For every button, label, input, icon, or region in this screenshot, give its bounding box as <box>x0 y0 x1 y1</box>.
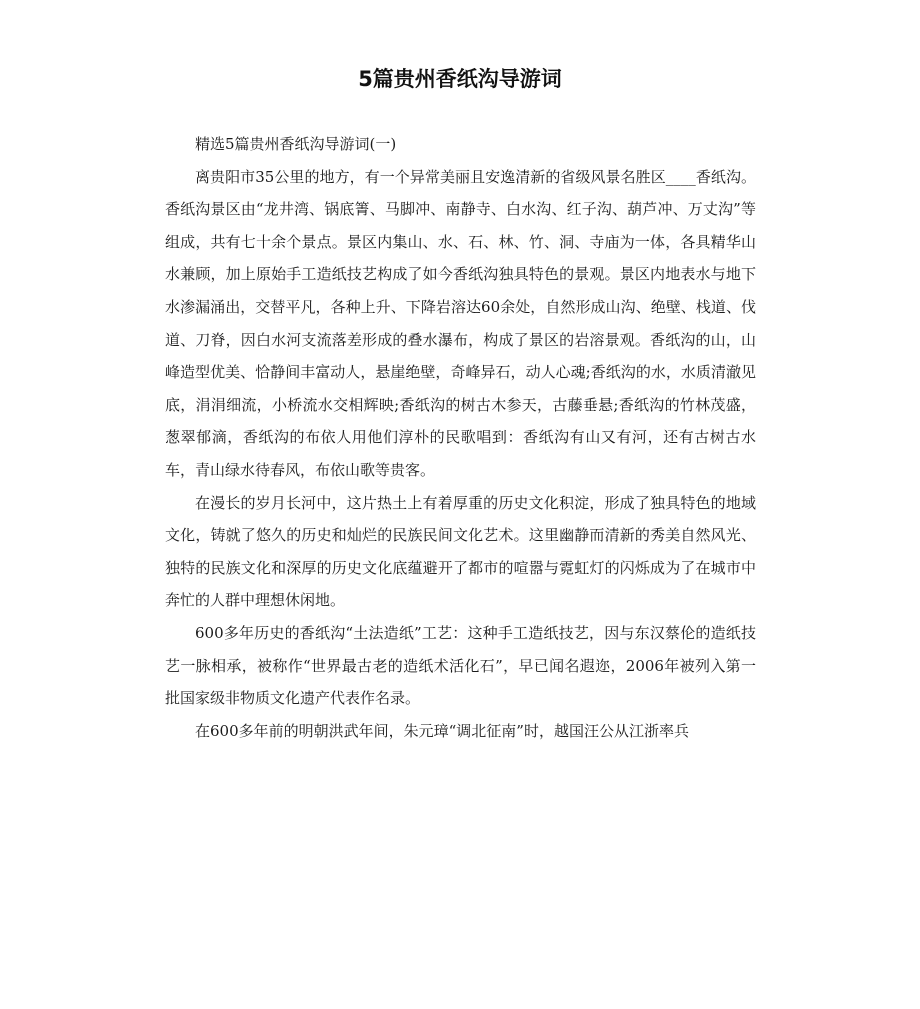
paragraph-4: 在600多年前的明朝洪武年间，朱元璋“调北征南”时，越国汪公从江浙率兵 <box>195 721 689 740</box>
paragraph-1: 离贵阳市35公里的地方，有一个异常美丽且安逸清新的省级风景名胜区____香纸沟。香纸沟景区由“龙井湾、锅底箐、马脚冲、南静寺、白水沟、红子沟、葫芦冲、万丈沟”等组成，共有七十余个景点。景区内集山、水、石、林、竹、洞、寺庙为一体，各具精华山水兼顾，加上原始手工造纸技艺构成了如今香纸沟独具特色的景观。景区内地表水与地下水渗漏涌出，交替平凡，各种上升、下降岩溶达60余处，自然形成山沟、绝壁、栈道、伐道、刀脊，因白水河支流落差形成的叠水瀑布，构成了景区的岩溶景观。香纸沟的山，山峰造型优美、恰静间丰富动人，悬崖绝壁，奇峰异石，动人心魂;香纸沟的水，水质清澈见底，涓涓细流，小桥流水交相辉映;香纸沟的树古木参天，古藤垂悬;香纸沟的竹林茂盛，葱翠郁滴，香纸沟的布依人用他们淳朴的民歌唱到：香纸沟有山又有河，还有古树古水车，青山绿水待春风，布依山歌等贵客。 <box>165 167 756 479</box>
paragraph-2: 在漫长的岁月长河中，这片热土上有着厚重的历史文化积淀，形成了独具特色的地域文化，铸就了悠久的历史和灿烂的民族民间文化艺术。这里幽静而清新的秀美自然风光、独特的民族文化和深厚的历史文化底蕴避开了都市的喧嚣与霓虹灯的闪烁成为了在城市中奔忙的人群中理想休闲地。 <box>165 493 756 610</box>
paragraph-3: 600多年历史的香纸沟“土法造纸”工艺：这种手工造纸技艺，因与东汉蔡伦的造纸技艺一脉相承，被称作“世界最古老的造纸术活化石”，早已闻名遐迩，2006年被列入第一批国家级非物质文化遗产代表作名录。 <box>165 623 756 708</box>
document-title: 5篇贵州香纸沟导游词 <box>358 67 562 91</box>
section-subheading: 精选5篇贵州香纸沟导游词(一) <box>195 135 397 153</box>
document-body <box>165 128 756 747</box>
